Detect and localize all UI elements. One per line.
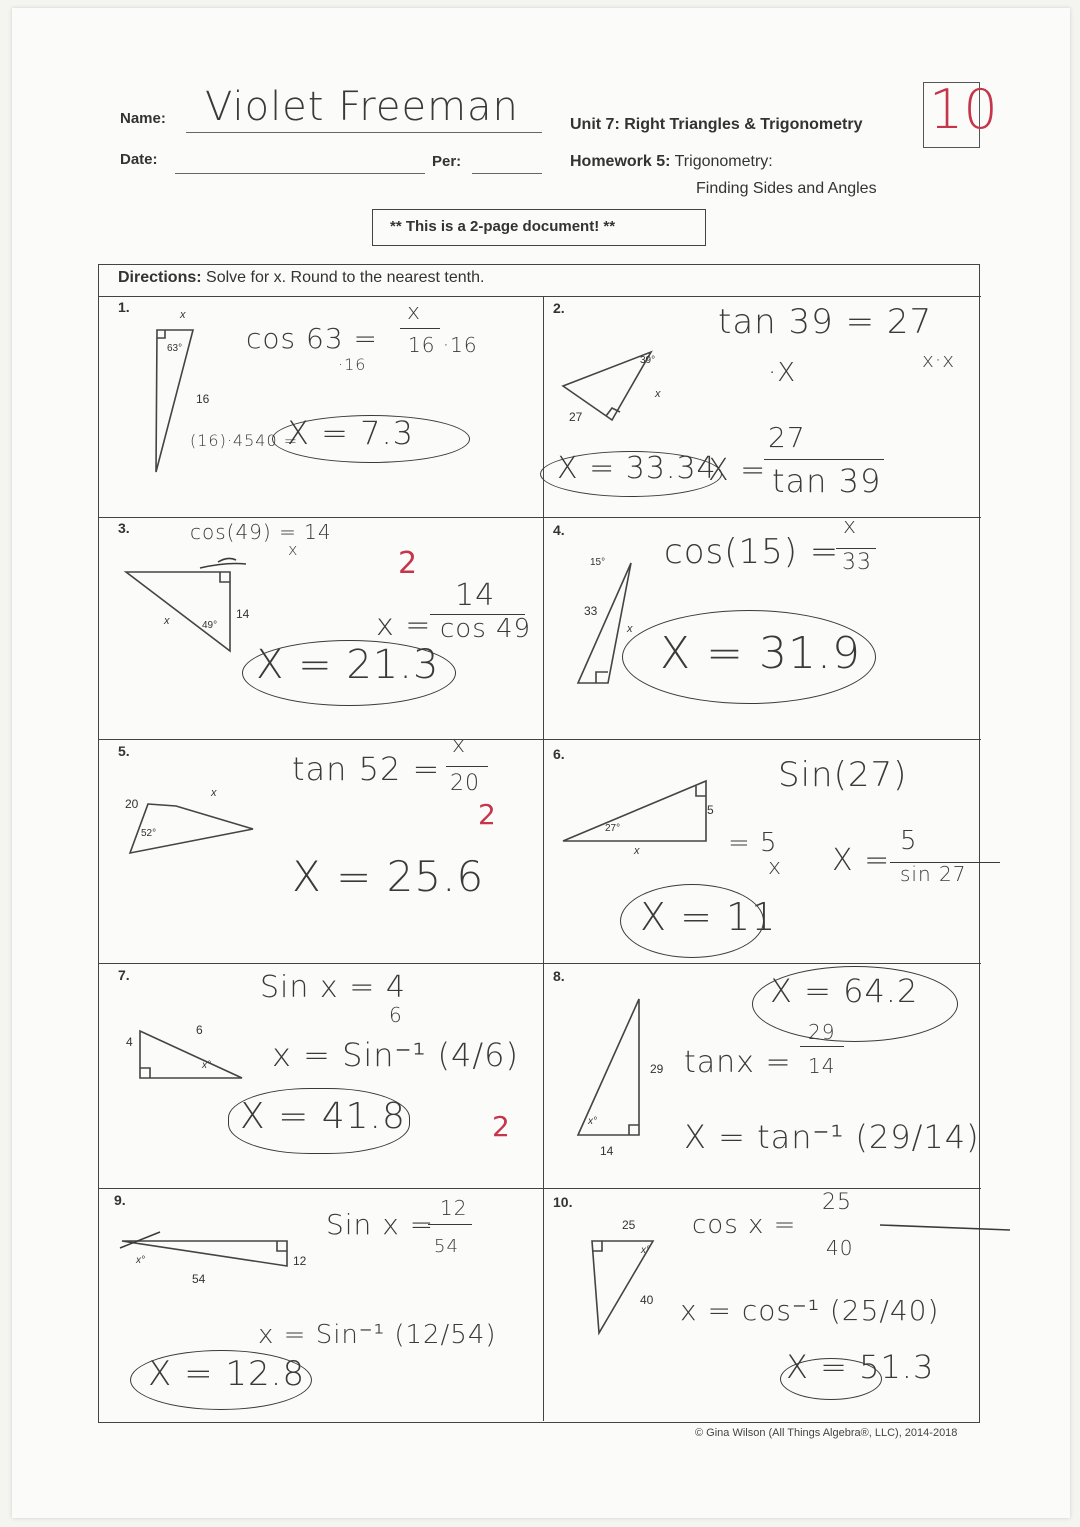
handwritten-answer: X = 7.3 — [287, 414, 414, 452]
fraction-bar — [764, 459, 884, 460]
triangle-label: x° — [588, 1116, 597, 1127]
handwritten-answer: X = 33.34 — [557, 451, 717, 486]
triangle-label: 63° — [167, 343, 183, 354]
handwritten-work: tan 52 = — [292, 750, 441, 788]
handwritten-work: cos(15) = — [664, 532, 840, 572]
handwritten-answer: X = 41.8 — [240, 1096, 406, 1137]
triangle-label: 25 — [622, 1218, 636, 1232]
handwritten-answer: X = 11 — [640, 895, 777, 939]
handwritten-work: ·16 — [338, 355, 367, 374]
problem-number: 2. — [553, 300, 565, 316]
grader-mark: 2 — [492, 1110, 510, 1143]
handwritten-answer: X = 12.8 — [148, 1354, 306, 1394]
triangle-label: 5 — [707, 803, 714, 817]
problem-number: 3. — [118, 520, 130, 536]
triangle-label: 14 — [236, 607, 250, 621]
fraction-bar — [446, 766, 488, 767]
student-name: Violet Freeman — [205, 84, 519, 130]
triangle-3 — [126, 572, 230, 651]
triangle-label: x — [211, 787, 217, 799]
fraction-bar — [800, 1046, 844, 1047]
problem-number: 4. — [553, 522, 565, 538]
problem-number: 5. — [118, 743, 130, 759]
handwritten-work: x — [407, 300, 422, 325]
triangle-label: x — [655, 388, 661, 400]
handwritten-work: cos(49) = 14 — [190, 520, 332, 544]
triangle-label: 29 — [650, 1062, 664, 1076]
handwritten-work: 20 — [450, 771, 480, 796]
triangle-label: 27° — [605, 823, 621, 834]
handwritten-work: (16)·4540 = — [190, 431, 299, 450]
handwritten-answer: X = 21.3 — [256, 642, 440, 688]
problem-number: 6. — [553, 746, 565, 762]
right-angle-mark — [696, 786, 706, 796]
handwritten-work: 14 — [808, 1054, 836, 1078]
triangle-label: x — [634, 845, 640, 857]
problem-number: 8. — [553, 968, 565, 984]
problem-number: 9. — [114, 1192, 126, 1208]
handwritten-work: 33 — [842, 550, 872, 575]
triangle-label: x — [180, 309, 186, 321]
handwritten-work: X = — [708, 453, 767, 488]
triangle-label: 15° — [590, 557, 606, 568]
handwritten-work: 54 — [434, 1236, 459, 1257]
handwritten-work: Sin x = — [326, 1208, 435, 1241]
handwritten-answer: X = 31.9 — [660, 628, 861, 679]
triangle-label: x° — [641, 1245, 650, 1256]
fraction-bar — [836, 548, 876, 549]
handwritten-work: x — [843, 514, 858, 539]
handwritten-work: = 5 — [728, 828, 778, 858]
triangle-9 — [122, 1241, 287, 1266]
handwritten-work: x = — [376, 608, 432, 643]
triangle-6 — [563, 781, 706, 841]
date-label: Date: — [120, 151, 158, 168]
triangle-label: x° — [136, 1255, 145, 1266]
right-angle-mark — [277, 1241, 287, 1251]
handwritten-work: 25 — [822, 1190, 852, 1215]
triangle-label: 33 — [584, 604, 598, 618]
homework-subtitle: Finding Sides and Angles — [696, 180, 877, 197]
handwritten-work: x = Sin⁻¹ (4/6) — [272, 1036, 519, 1074]
score-value: 10 — [929, 78, 998, 141]
handwritten-work: x — [288, 540, 299, 559]
handwritten-answer: X = 51.3 — [786, 1348, 935, 1386]
grader-mark: 2 — [478, 798, 496, 831]
problem-number: 10. — [553, 1194, 573, 1210]
handwritten-work: 12 — [440, 1196, 468, 1220]
handwritten-work: 5 — [900, 826, 918, 856]
handwritten-work: sin 27 — [900, 862, 967, 886]
notice-text: ** This is a 2-page document! ** — [390, 218, 616, 235]
triangle-7 — [140, 1031, 242, 1078]
handwritten-work: X = — [832, 843, 891, 878]
triangle-label: 12 — [293, 1254, 307, 1268]
handwritten-work: 40 — [826, 1236, 854, 1260]
triangle-label: 54 — [192, 1272, 206, 1286]
triangle-label: 39° — [640, 355, 656, 366]
fraction-bar — [400, 328, 440, 329]
handwritten-work: tan 39 — [772, 462, 882, 500]
triangle-label: x — [164, 615, 170, 627]
triangle-label: 52° — [141, 828, 157, 839]
period-label: Per: — [432, 153, 462, 170]
name-label: Name: — [120, 110, 166, 127]
triangle-label: 6 — [196, 1023, 203, 1037]
answer-circle — [780, 1358, 882, 1400]
triangle-label: 20 — [125, 797, 139, 811]
handwritten-work: tan 39 = 27 — [718, 302, 933, 342]
handwritten-work: 6 — [389, 1003, 403, 1027]
triangle-8 — [578, 999, 639, 1135]
triangle-label: 27 — [569, 410, 583, 424]
grader-mark: 2 — [398, 546, 418, 581]
handwritten-answer: X = 25.6 — [292, 852, 485, 901]
handwritten-answer: X = 64.2 — [770, 972, 919, 1010]
handwritten-work: x = Sin⁻¹ (12/54) — [258, 1320, 497, 1350]
copyright: © Gina Wilson (All Things Algebra®, LLC), 2014-2018 — [695, 1427, 958, 1439]
right-angle-mark — [629, 1125, 639, 1135]
triangle-label: x° — [202, 1060, 211, 1071]
fraction-bar — [428, 1224, 472, 1225]
handwritten-work: x — [768, 855, 783, 880]
handwritten-work: 14 — [455, 578, 496, 613]
handwritten-work: cos 63 = — [246, 322, 379, 355]
right-angle-mark — [220, 572, 230, 582]
directions: Directions: Solve for x. Round to the nearest tenth. — [118, 269, 485, 286]
handwritten-work: Sin x = 4 — [260, 970, 406, 1005]
handwritten-work: ·X — [768, 358, 797, 388]
handwritten-work: x = cos⁻¹ (25/40) — [680, 1294, 940, 1327]
right-angle-mark — [140, 1068, 150, 1078]
right-angle-mark — [157, 330, 165, 338]
right-angle-mark — [596, 672, 608, 683]
right-angle-mark — [592, 1241, 602, 1251]
unit-title: Unit 7: Right Triangles & Trigonometry — [570, 116, 863, 133]
handwritten-work: X = tan⁻¹ (29/14) — [684, 1118, 980, 1156]
scribble-strikeout — [200, 558, 246, 568]
fraction-underline — [880, 1225, 1010, 1230]
homework-title: Homework 5: Trigonometry: — [570, 153, 773, 170]
handwritten-work: x — [452, 733, 467, 758]
triangle-label: x — [627, 623, 633, 635]
handwritten-work: cos 49 — [440, 614, 532, 644]
problem-number: 7. — [118, 967, 130, 983]
triangle-label: 16 — [196, 392, 210, 406]
handwritten-work: x·x — [922, 348, 956, 372]
triangle-label: 14 — [600, 1144, 614, 1158]
handwritten-work: cos x = — [692, 1210, 797, 1240]
triangle-label: 40 — [640, 1293, 654, 1307]
problem-number: 1. — [118, 299, 130, 315]
handwritten-work: 27 — [768, 421, 806, 454]
triangle-label: 4 — [126, 1035, 133, 1049]
handwritten-work: Sin(27) — [778, 755, 908, 795]
triangle-label: 49° — [202, 620, 218, 631]
handwritten-work: 29 — [808, 1020, 836, 1044]
handwritten-work: tanx = — [684, 1045, 792, 1080]
handwritten-work: 16 ·16 — [408, 333, 478, 357]
